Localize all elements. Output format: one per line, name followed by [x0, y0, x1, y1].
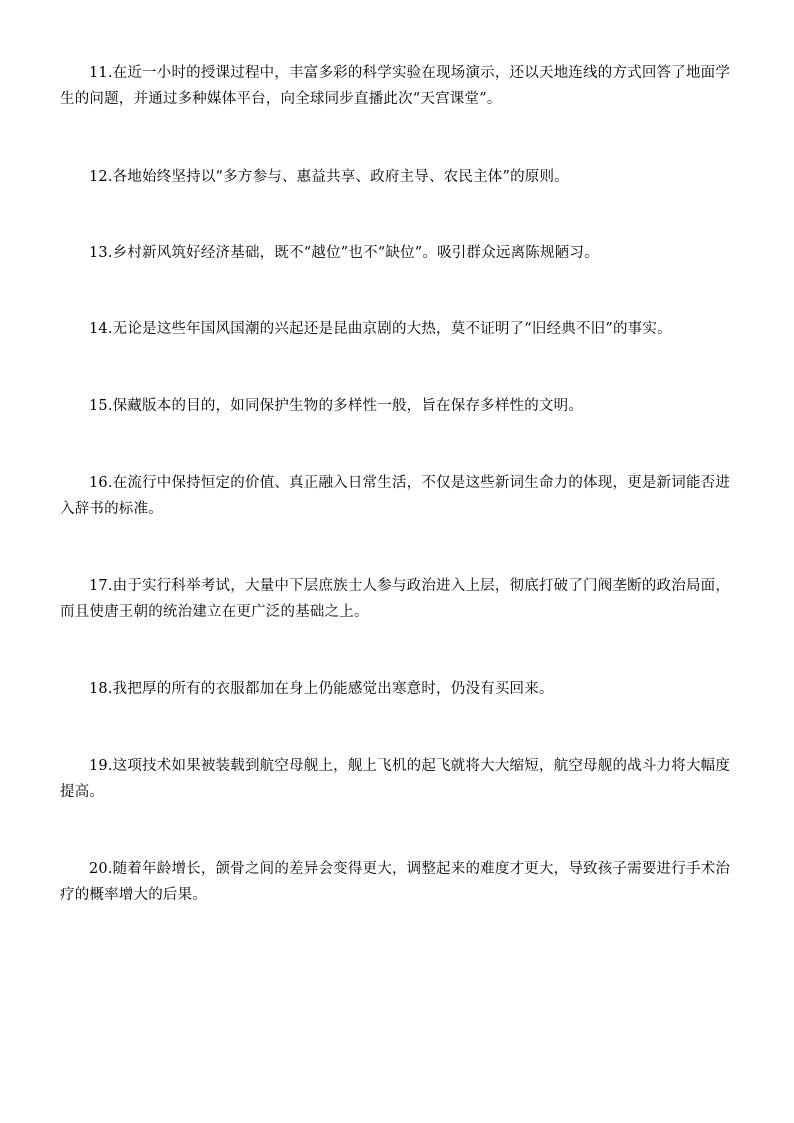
- sentence-item-16: 16.在流行中保持恒定的价值、真正融入日常生活，不仅是这些新词生命力的体现，更是新词能否进入辞书的标准。: [60, 475, 731, 517]
- sentence-item-11: 11.在近一小时的授课过程中，丰富多彩的科学实验在现场演示，还以天地连线的方式回答了地面学生的问题，并通过多种媒体平台，向全球同步直播此次“天宫课堂”。: [60, 65, 731, 107]
- sentence-item-20: 20.随着年龄增长，颌骨之间的差异会变得更大，调整起来的难度才更大，导致孩子需要进行手术治疗的概率增大的后果。: [60, 861, 731, 903]
- sentence-item-14: 14.无论是这些年国风国潮的兴起还是昆曲京剧的大热，莫不证明了“旧经典不旧”的事实。: [89, 321, 672, 337]
- sentence-item-12: 12.各地始终坚持以“多方参与、惠益共享、政府主导、农民主体”的原则。: [89, 169, 569, 185]
- sentence-item-19: 19.这项技术如果被装载到航空母舰上，舰上飞机的起飞就将大大缩短，航空母舰的战斗力将大幅度提高。: [60, 758, 731, 800]
- sentence-item-13: 13.乡村新风筑好经济基础，既不“越位”也不“缺位”。吸引群众远离陈规陋习。: [89, 245, 599, 261]
- sentence-item-17: 17.由于实行科举考试，大量中下层庶族士人参与政治进入上层，彻底打破了门阀垄断的政治局面，而且使唐王朝的统治建立在更广泛的基础之上。: [60, 578, 731, 620]
- sentence-item-18: 18.我把厚的所有的衣服都加在身上仍能感觉出寒意时，仍没有买回来。: [89, 681, 554, 697]
- sentence-item-15: 15.保藏版本的目的，如同保护生物的多样性一般，旨在保存多样性的文明。: [89, 398, 584, 414]
